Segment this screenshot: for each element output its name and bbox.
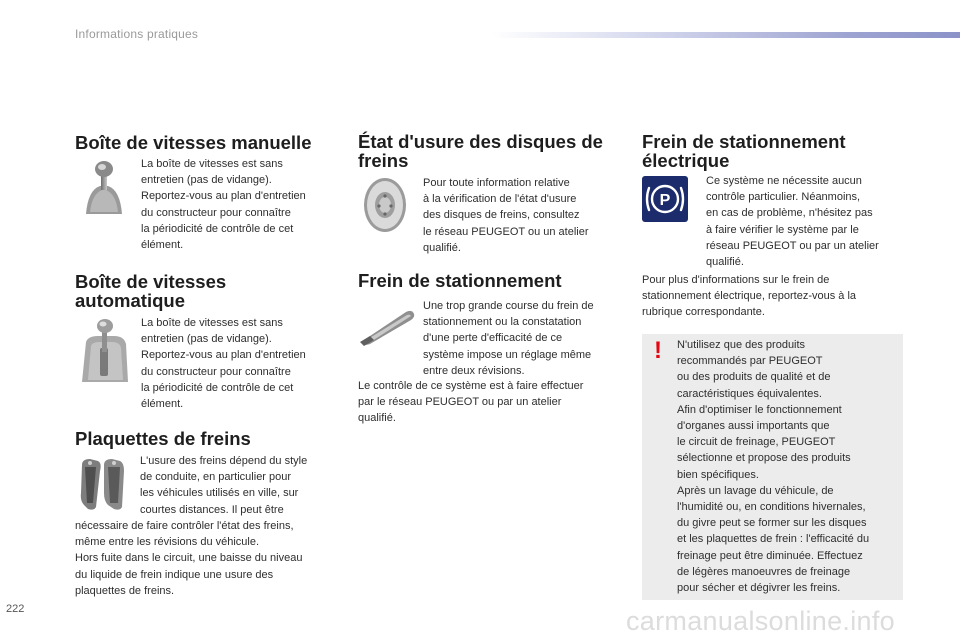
header-gradient-bar — [492, 32, 960, 38]
brake-discs-text: Pour toute information relative à la vérification de l'état d'usure des disques de freins, consultez le réseau PEUGEOT ou un atelier qualifié. — [423, 177, 589, 254]
manual-gearbox-text: La boîte de vitesses est sans entretien (pas de vidange). Reportez-vous au plan d'entretien du constructeur pour connaître la périodicité de contrôle de cet élément. — [141, 158, 306, 252]
brake-pads-icon — [78, 457, 128, 518]
electric-parking-brake-icon — [642, 176, 688, 222]
watermark: carmanualsonline.info — [626, 606, 895, 636]
brake-pads-title: Plaquettes de freins — [75, 428, 251, 449]
automatic-gearbox-title: Boîte de vitesses automatique — [75, 271, 227, 311]
brake-discs-title: État d'usure des disques de freins — [358, 131, 603, 171]
svg-text:P: P — [659, 192, 671, 209]
page-header-title: Informations pratiques — [75, 27, 199, 41]
brake-disc-icon — [361, 176, 409, 239]
electric-parking-brake-text-indented: Ce système ne nécessite aucun contrôle particulier. Néanmoins, en cas de problème, n'hésitez pas à faire vérifier le système par le réseau PEUGEOT ou par un atelier qualifié. — [706, 175, 879, 269]
electric-parking-brake-text: Pour plus d'informations sur le frein de stationnement électrique, reportez-vous à la rubrique correspondante. — [642, 274, 857, 319]
parking-brake-text-indented: Une trop grande course du frein de stationnement ou la constatation d'une perte d'efficacité de ce système impose un réglage même entre deux révisions. — [423, 300, 594, 377]
parking-brake-lever-icon — [358, 306, 418, 351]
brake-pads-text: nécessaire de faire contrôler l'état des freins, même entre les révisions du véhicule. Hors fuite dans le circuit, une baisse du niveau du liquide de frein indique une usure des plaquettes de freins. — [75, 520, 303, 597]
warning-text: N'utilisez que des produits recommandés par PEUGEOT ou des produits de qualité et de caractéristiques équivalentes. Afin d'optimiser le fonctionnement d'organes aussi importants que le circuit de freinage, PEUGEOT sélectionne et propose des produits bien spécifiques. Après un lavage du véhicule, de l'humidité ou, en conditions hivernales, du givre peut se former sur les disques et les plaquettes de frein : l'efficacité du freinage peut être diminuée. Effectuez de légères manoeuvres de freinage pour sécher et dégivrer les freins. — [677, 339, 870, 595]
warning-exclamation-icon: ! — [654, 337, 662, 364]
electric-parking-brake-title: Frein de stationnement électrique — [642, 131, 846, 171]
automatic-gearbox-text: La boîte de vitesses est sans entretien (pas de vidange). Reportez-vous au plan d'entretien du constructeur pour connaître la périodicité de contrôle de cet élément. — [141, 317, 306, 411]
brake-pads-text-indented: L'usure des freins dépend du style de conduite, en particulier pour les véhicules utilisés en ville, sur courtes distances. Il peut être — [140, 455, 308, 516]
page-number: 222 — [6, 603, 25, 615]
automatic-gear-selector-icon — [78, 318, 130, 389]
parking-brake-title: Frein de stationnement — [358, 270, 562, 291]
manual-gear-lever-icon — [78, 160, 128, 221]
manual-gearbox-title: Boîte de vitesses manuelle — [75, 132, 312, 153]
parking-brake-text: Le contrôle de ce système est à faire effectuer par le réseau PEUGEOT ou par un atelier qualifié. — [358, 380, 584, 425]
